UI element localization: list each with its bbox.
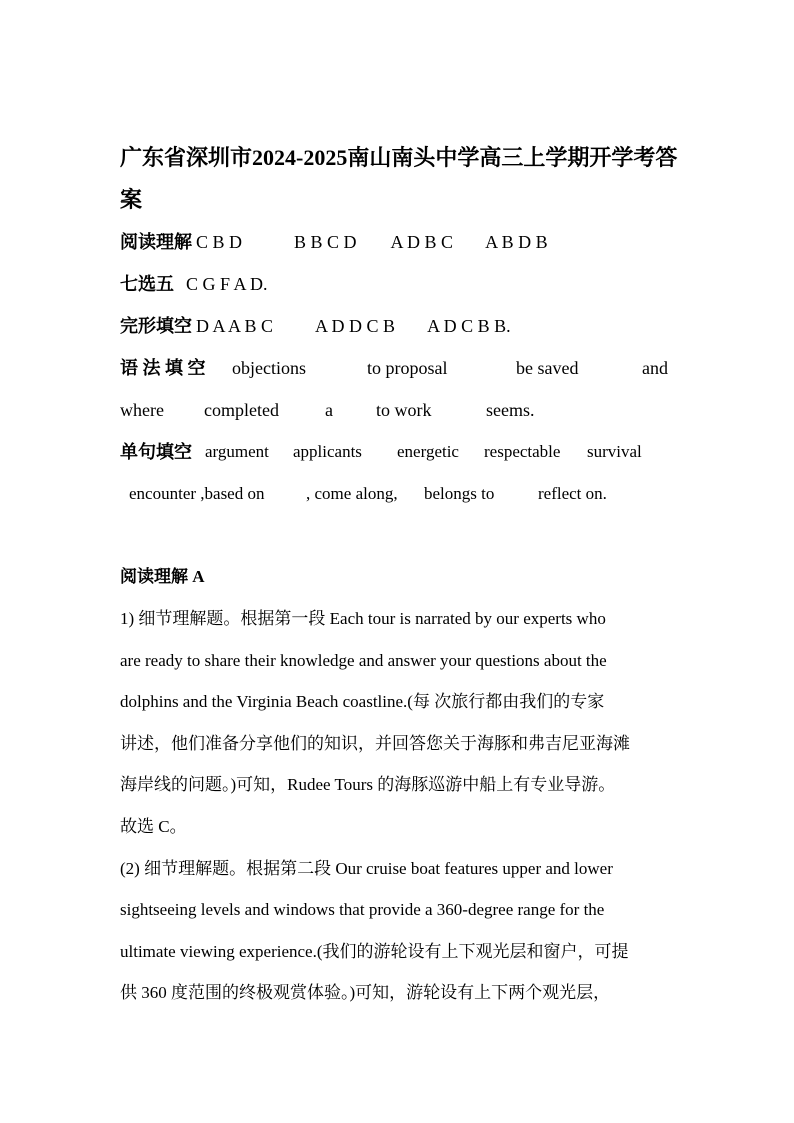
seven-choose-five-answers (120, 272, 268, 296)
cloze-group-1: D A A B C (196, 316, 274, 336)
reading-label: 阅读理解 (120, 232, 192, 252)
explanation-line-2: are ready to share their knowledge and answer your questions about the (120, 651, 607, 670)
cloze-group-2: A D D C B (315, 316, 396, 336)
reading-group-2: B B C D (294, 232, 357, 252)
explanation-heading: 阅读理解 A (120, 567, 205, 586)
sentence-fill-answer-4: respectable (484, 442, 561, 461)
grammar-answer-7: a (325, 400, 333, 420)
reading-answers (120, 230, 548, 254)
explanation-line-3: dolphins and the Virginia Beach coastline.(每 次旅行都由我们的专家 (120, 692, 605, 711)
cloze-answers (120, 314, 511, 338)
reading-group-1: C B D (196, 232, 243, 252)
sentence-fill-answer-2: applicants (293, 442, 362, 461)
document-title-line-2: 案 (120, 187, 143, 212)
sentence-fill-answer-5: survival (587, 442, 642, 461)
explanation-line-10: 供 360 度范围的终极观赏体验。)可知，游轮设有上下两个观光层， (120, 983, 611, 1002)
grammar-answer-2: to proposal (367, 358, 448, 378)
grammar-answer-1: objections (232, 358, 306, 378)
sentence-fill-answer-1: argument (205, 442, 269, 461)
explanation-line-5: 海岸线的问题。)可知，Rudee Tours 的海豚巡游中船上有专业导游。 (120, 775, 616, 794)
grammar-answer-5: where (120, 400, 164, 420)
sentence-fill-answer-7: , come along, (306, 484, 398, 503)
seven-choose-five-answer: C G F A D. (186, 274, 268, 294)
grammar-label: 语 法 填 空 (120, 358, 206, 378)
explanation-line-1: 1) 细节理解题。根据第一段 Each tour is narrated by our experts who (120, 609, 606, 628)
explanation-line-4: 讲述，他们准备分享他们的知识，并回答您关于海豚和弗吉尼亚海滩 (120, 734, 630, 753)
reading-group-3: A D B C (390, 232, 454, 252)
explanation-line-9: ultimate viewing experience.(我们的游轮设有上下观光层和窗户，可提 (120, 942, 629, 961)
seven-choose-five-label: 七选五 (120, 274, 174, 294)
grammar-answer-4: and (642, 358, 668, 378)
grammar-answer-8: to work (376, 400, 432, 420)
explanation-line-8: sightseeing levels and windows that provide a 360-degree range for the (120, 900, 605, 919)
sentence-fill-answer-6: encounter ,based on (129, 484, 265, 503)
sentence-fill-answer-3: energetic (397, 442, 459, 461)
grammar-answer-6: completed (204, 400, 279, 420)
cloze-label: 完形填空 (120, 316, 192, 336)
grammar-answer-3: be saved (516, 358, 579, 378)
explanation-line-7: (2) 细节理解题。根据第二段 Our cruise boat features upper and lower (120, 859, 613, 878)
sentence-fill-answer-9: reflect on. (538, 484, 607, 503)
sentence-fill-label: 单句填空 (120, 442, 192, 462)
cloze-group-3: A D C B B. (427, 316, 511, 336)
grammar-answer-9: seems. (486, 400, 535, 420)
document-title-line-1: 广东省深圳市2024-2025南山南头中学高三上学期开学考答 (120, 145, 678, 170)
explanation-line-6: 故选 C。 (120, 817, 187, 836)
reading-group-4: A B D B (485, 232, 548, 252)
sentence-fill-answer-8: belongs to (424, 484, 495, 503)
